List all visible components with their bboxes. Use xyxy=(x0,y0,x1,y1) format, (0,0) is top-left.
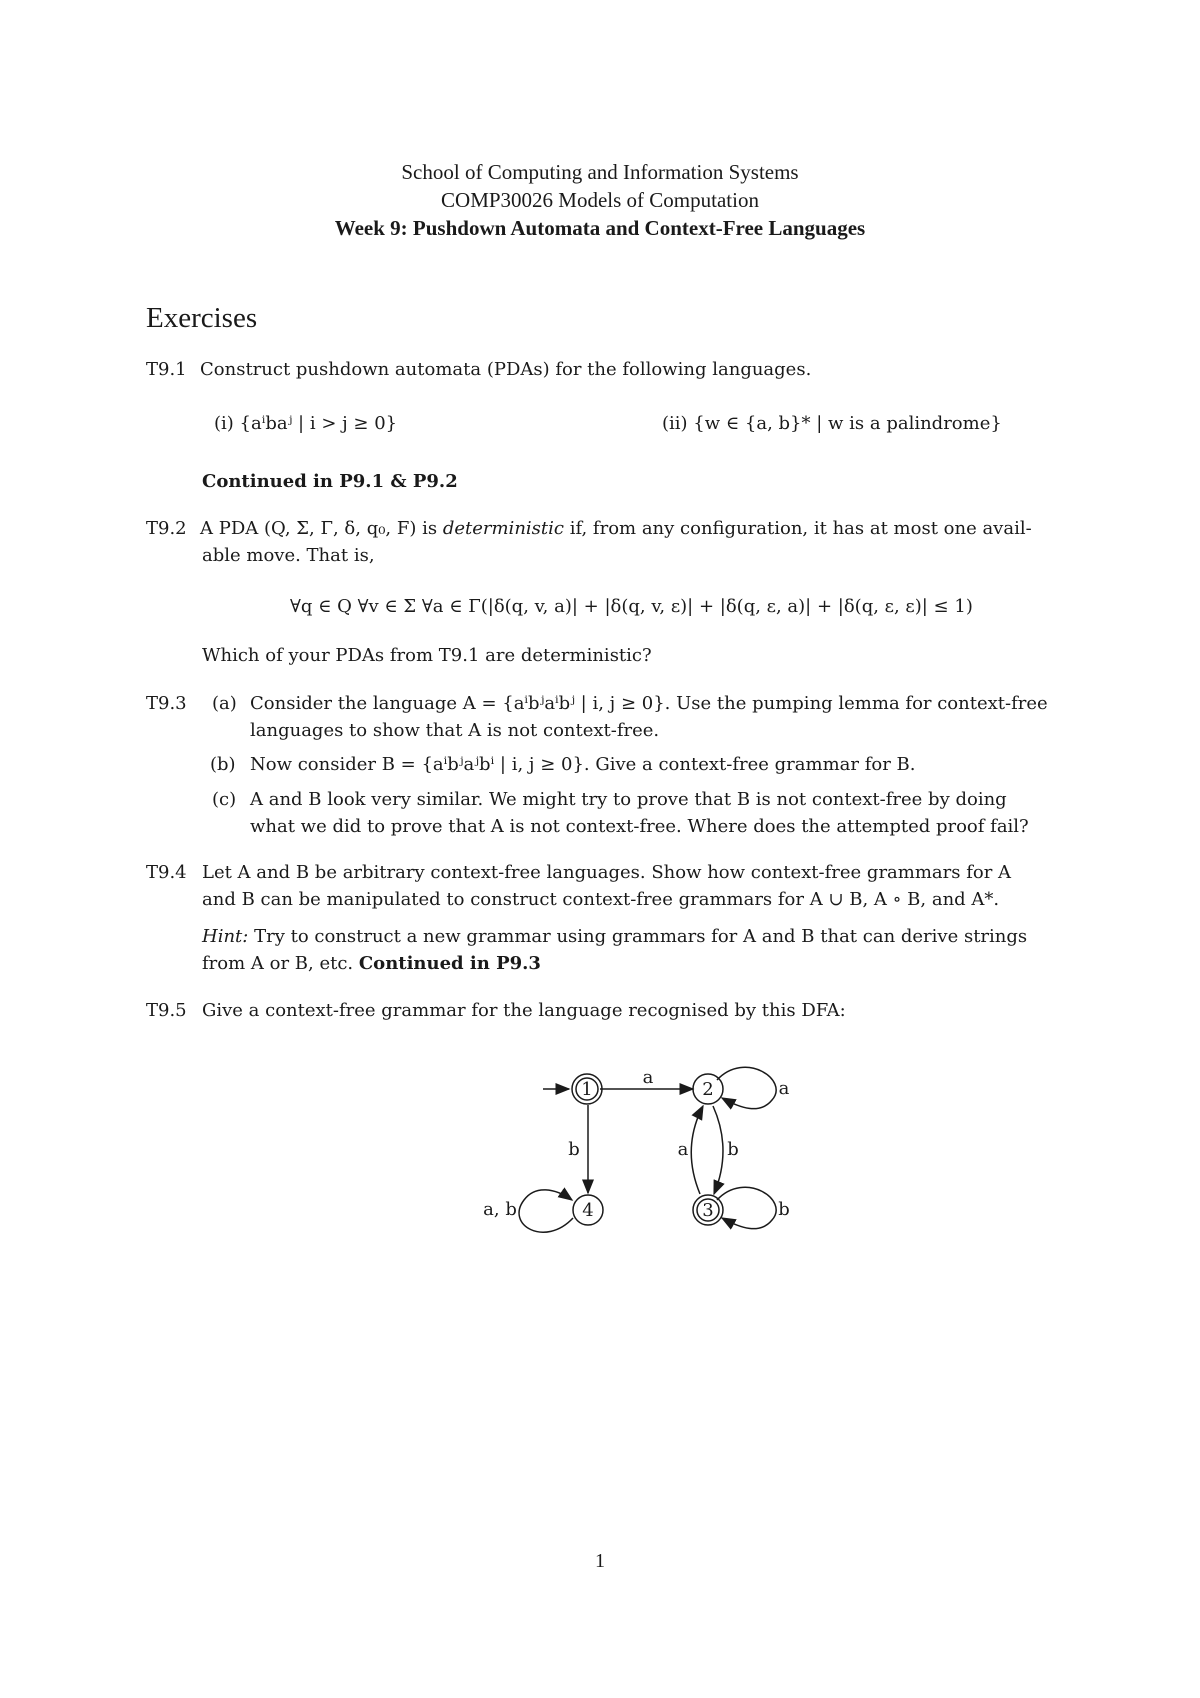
loop-4-label: a, b xyxy=(483,1199,517,1220)
exercise-label-t91: T9.1 xyxy=(146,359,187,380)
t94-hint-text2: from A or B, etc. xyxy=(202,953,359,974)
edge-1-4-label: b xyxy=(568,1139,580,1160)
t92-deterministic-term: deterministic xyxy=(442,518,564,539)
section-title: Exercises xyxy=(146,302,258,334)
t93-c-line2: what we did to prove that A is not context-free. Where does the attempted proof fail? xyxy=(250,816,1029,837)
exercise-label-t93: T9.3 xyxy=(146,693,187,714)
t91-continued: Continued in P9.1 & P9.2 xyxy=(202,471,458,492)
t93-a-label: (a) xyxy=(212,693,237,714)
state-2-label: 2 xyxy=(702,1079,714,1100)
t94-hint-text: Try to construct a new grammar using grammars for A and B that can derive strings xyxy=(248,926,1028,947)
t94-continued: Continued in P9.3 xyxy=(358,953,541,974)
loop-3-label: b xyxy=(778,1199,790,1220)
loop-3 xyxy=(717,1187,776,1228)
exercise-label-t92: T9.2 xyxy=(146,518,187,539)
t93-c-label: (c) xyxy=(212,789,237,810)
t94-line1: Let A and B be arbitrary context-free languages. Show how context-free grammars for A xyxy=(202,862,1012,883)
school-name: School of Computing and Information Systems xyxy=(401,160,799,184)
exercise-label-t95: T9.5 xyxy=(146,1000,187,1021)
t93-c-line1: A and B look very similar. We might try to prove that B is not context-free by doing xyxy=(250,789,1007,810)
state-4-label: 4 xyxy=(582,1200,594,1221)
t93-a-line2: languages to show that A is not context-free. xyxy=(250,720,660,741)
state-1-label: 1 xyxy=(581,1079,593,1100)
course-title: COMP30026 Models of Computation xyxy=(441,188,759,212)
t93-b-line1: Now consider B = {aⁱbʲaʲbⁱ | i, j ≥ 0}. Give a context-free grammar for B. xyxy=(250,754,916,775)
t92-question: Which of your PDAs from T9.1 are deterministic? xyxy=(202,645,652,666)
t92-line2: able move. That is, xyxy=(202,545,375,566)
edge-3-2-label: a xyxy=(677,1139,689,1160)
state-3-label: 3 xyxy=(702,1200,714,1221)
t94-hint-label: Hint: xyxy=(202,926,249,947)
edge-3-2 xyxy=(691,1106,703,1194)
t91-text: Construct pushdown automata (PDAs) for the following languages. xyxy=(200,359,812,380)
loop-4 xyxy=(519,1190,573,1232)
t93-b-label: (b) xyxy=(210,754,236,775)
t92-line1-b: if, from any configuration, it has at most one avail- xyxy=(563,518,1032,539)
t91-part-i: (i) {aⁱbaʲ | i > j ≥ 0} xyxy=(214,413,398,434)
t95-text: Give a context-free grammar for the language recognised by this DFA: xyxy=(202,1000,846,1021)
edge-1-2-label: a xyxy=(642,1067,654,1088)
week-title: Week 9: Pushdown Automata and Context-Free Languages xyxy=(334,216,866,240)
t92-line1-a: A PDA (Q, Σ, Γ, δ, q₀, F) is xyxy=(200,518,443,539)
page-number: 1 xyxy=(595,1550,605,1572)
t94-line2: and B can be manipulated to construct context-free grammars for A ∪ B, A ∘ B, and A*. xyxy=(202,889,1000,910)
t91-part-ii: (ii) {w ∈ {a, b}* | w is a palindrome} xyxy=(662,413,1002,434)
exercise-label-t94: T9.4 xyxy=(146,862,187,883)
edge-2-3-label: b xyxy=(727,1139,739,1160)
edge-2-3 xyxy=(713,1106,723,1194)
t93-a-line1: Consider the language A = {aⁱbʲaⁱbʲ | i, j ≥ 0}. Use the pumping lemma for context-free xyxy=(250,693,1048,714)
loop-2-label: a xyxy=(778,1078,790,1099)
t92-formula: ∀q ∈ Q ∀v ∈ Σ ∀a ∈ Γ(|δ(q, v, a)| + |δ(q, v, ε)| + |δ(q, ε, a)| + |δ(q, ε, ε)| ≤ 1) xyxy=(290,596,973,617)
loop-2 xyxy=(717,1067,776,1108)
